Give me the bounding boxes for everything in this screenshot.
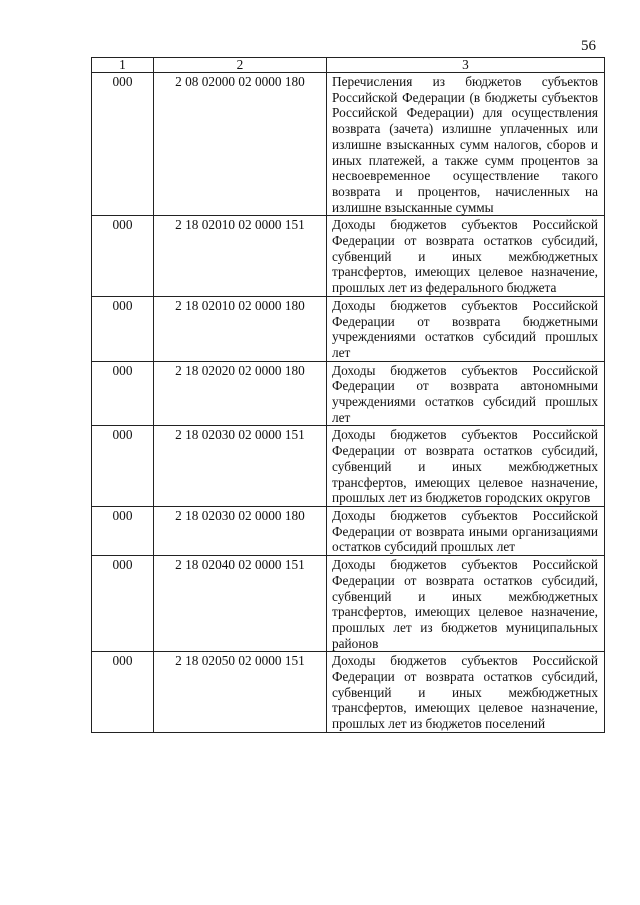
budget-code-cell: 2 18 02010 02 0000 180 [154,296,327,361]
table-row [92,73,605,216]
admin-code-cell: 000 [92,73,154,216]
budget-code-cell: 2 18 02040 02 0000 151 [154,556,327,652]
income-name-cell: Доходы бюджетов субъектов Российской Федерации от возврата остатков субсидий, субвенций и иных межбюджетных трансфертов, имеющих целевое назначение, прошлых лет из бюджетов муниципальных районов [327,556,605,652]
budget-code-cell: 2 18 02010 02 0000 151 [154,216,327,297]
admin-code-cell: 000 [92,652,154,733]
budget-codes-table [91,57,605,733]
budget-code-cell: 2 18 02030 02 0000 151 [154,426,327,507]
income-name-cell: Доходы бюджетов субъектов Российской Федерации от возврата остатков субсидий, субвенций и иных межбюджетных трансфертов, имеющих целевое назначение, прошлых лет из бюджетов поселений [327,652,605,733]
budget-code-cell: 2 18 02030 02 0000 180 [154,506,327,555]
header-row [92,58,605,73]
page-number: 56 [581,38,596,54]
table-row [92,216,605,297]
admin-code-cell: 000 [92,556,154,652]
admin-code-cell: 000 [92,506,154,555]
admin-code-cell: 000 [92,361,154,426]
admin-code-cell: 000 [92,216,154,297]
column-header-2: 2 [154,58,327,73]
admin-code-cell: 000 [92,426,154,507]
admin-code-cell: 000 [92,296,154,361]
table-row [92,426,605,507]
table-row [92,652,605,733]
column-header-1: 1 [92,58,154,73]
budget-code-cell: 2 18 02050 02 0000 151 [154,652,327,733]
budget-code-cell: 2 08 02000 02 0000 180 [154,73,327,216]
income-name-cell: Доходы бюджетов субъектов Российской Федерации от возврата остатков субсидий, субвенций и иных межбюджетных трансфертов, имеющих целевое назначение, прошлых лет из федерального бюджета [327,216,605,297]
table-row [92,361,605,426]
income-name-cell: Перечисления из бюджетов субъектов Российской Федерации (в бюджеты субъектов Российской Федерации) для осуществления возврата (зачета) излишне уплаченных или излишне взысканных сумм налогов, сборов и иных платежей, а также сумм процентов за несвоевременное осуществление такого возврата и процентов, начисленных на излишне взысканные суммы [327,73,605,216]
table-row [92,506,605,555]
table-row [92,556,605,652]
income-name-cell: Доходы бюджетов субъектов Российской Федерации от возврата автономными учреждениями остатков субсидий прошлых лет [327,361,605,426]
column-header-3: 3 [327,58,605,73]
income-name-cell: Доходы бюджетов субъектов Российской Федерации от возврата иными организациями остатков субсидий прошлых лет [327,506,605,555]
table-row [92,296,605,361]
budget-code-cell: 2 18 02020 02 0000 180 [154,361,327,426]
income-name-cell: Доходы бюджетов субъектов Российской Федерации от возврата бюджетными учреждениями остатков субсидий прошлых лет [327,296,605,361]
income-name-cell: Доходы бюджетов субъектов Российской Федерации от возврата остатков субсидий, субвенций и иных межбюджетных трансфертов, имеющих целевое назначение, прошлых лет из бюджетов городских округов [327,426,605,507]
